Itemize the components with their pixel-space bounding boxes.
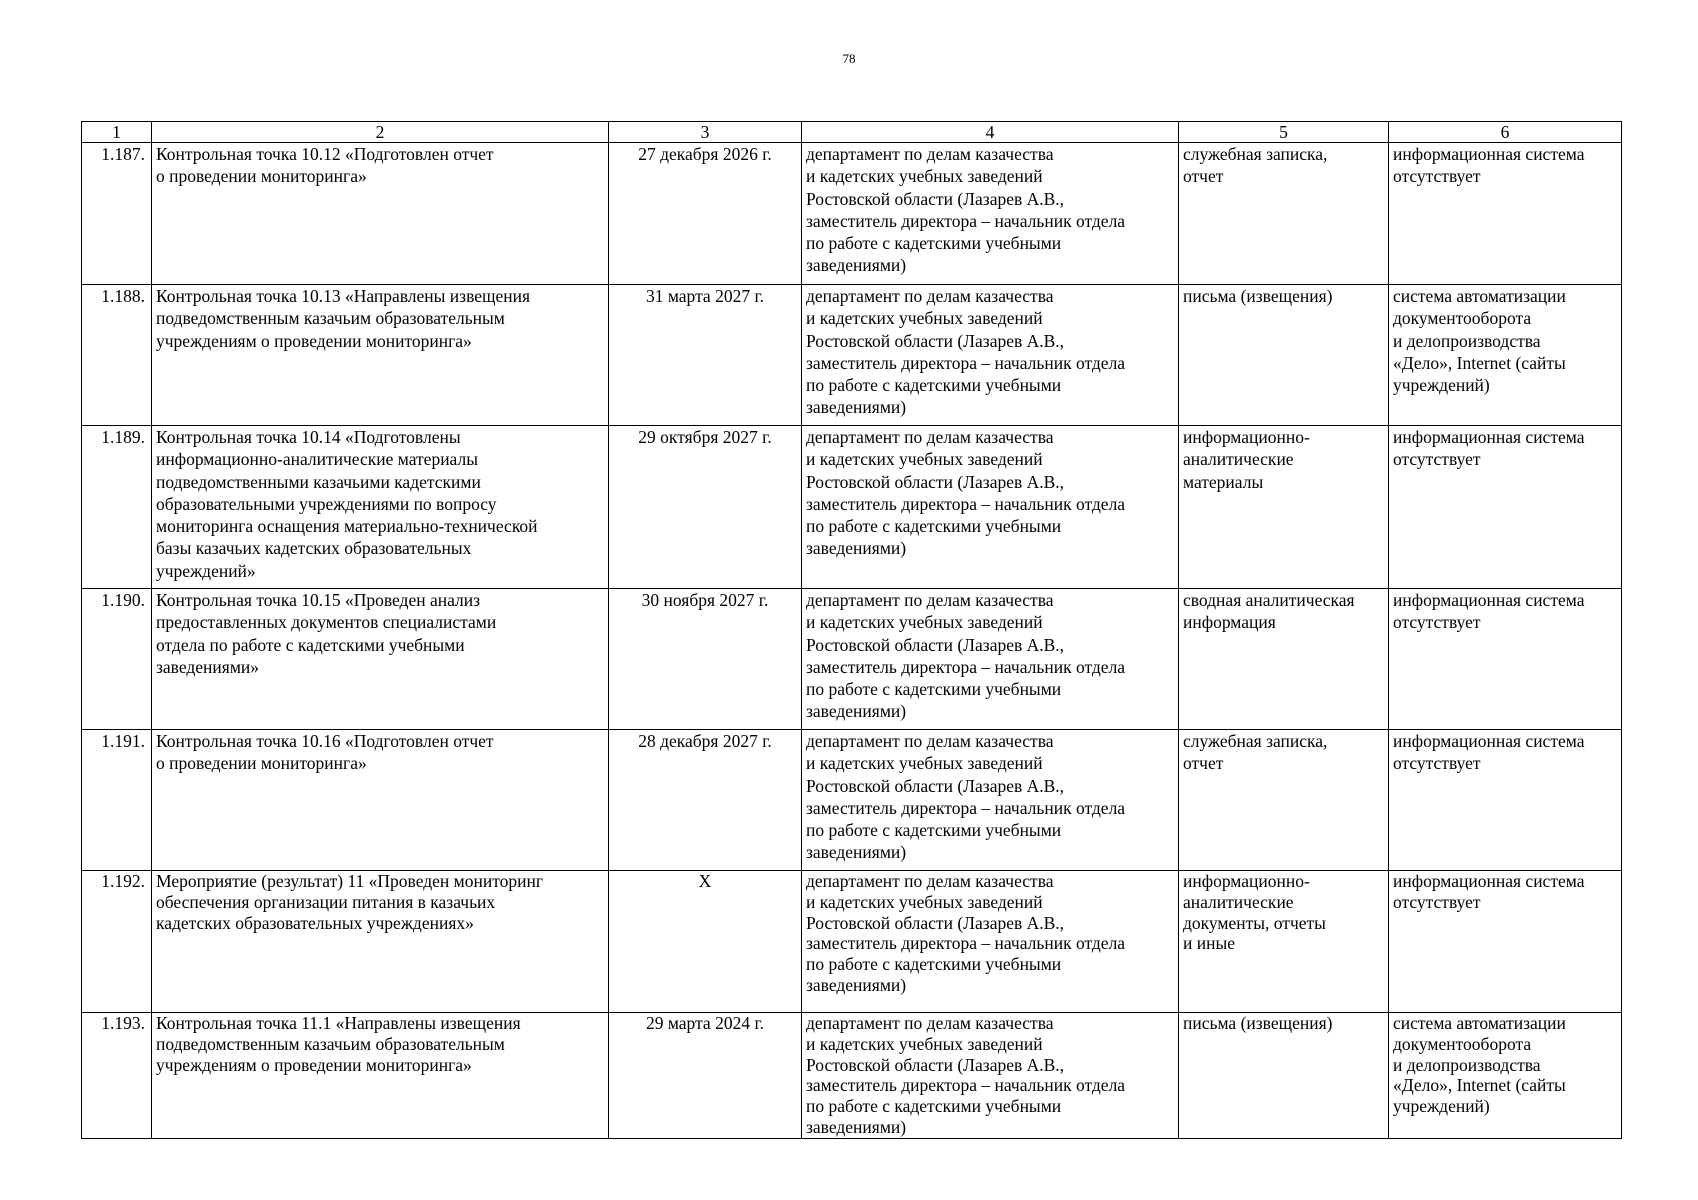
activity-name-cell: Контрольная точка 10.12 «Подготовлен отчет о проведении мониторинга» bbox=[152, 143, 609, 285]
table-row bbox=[82, 143, 1622, 285]
table-row bbox=[82, 285, 1622, 426]
deadline-cell: 29 марта 2024 г. bbox=[609, 1013, 802, 1139]
column-header: 2 bbox=[152, 122, 609, 143]
activity-name-cell: Контрольная точка 10.16 «Подготовлен отчет о проведении мониторинга» bbox=[152, 730, 609, 871]
table-row bbox=[82, 1013, 1622, 1139]
column-header: 1 bbox=[82, 122, 152, 143]
activity-name-cell: Мероприятие (результат) 11 «Проведен мониторинг обеспечения организации питания в казачьих кадетских образовательных учреждениях» bbox=[152, 871, 609, 1013]
deadline-cell: 27 декабря 2026 г. bbox=[609, 143, 802, 285]
document-type-cell: информационно- аналитические материалы bbox=[1179, 426, 1389, 589]
activity-name-cell: Контрольная точка 10.14 «Подготовлены информационно-аналитические материалы подведомственными казачьими кадетскими образовательными учреждениями по вопросу мониторинга оснащения материально-технической базы казачьих кадетских образовательных учреждений» bbox=[152, 426, 609, 589]
activity-name-cell: Контрольная точка 10.13 «Направлены извещения подведомственным казачьим образовательным учреждениям о проведении мониторинга» bbox=[152, 285, 609, 426]
responsible-cell: департамент по делам казачества и кадетских учебных заведений Ростовской области (Лазарев А.В., заместитель директора – начальник отдела по работе с кадетскими учебными заведениями) bbox=[802, 143, 1179, 285]
row-number-cell: 1.190. bbox=[82, 589, 152, 730]
responsible-cell: департамент по делам казачества и кадетских учебных заведений Ростовской области (Лазарев А.В., заместитель директора – начальник отдела по работе с кадетскими учебными заведениями) bbox=[802, 426, 1179, 589]
column-header: 4 bbox=[802, 122, 1179, 143]
row-number-cell: 1.187. bbox=[82, 143, 152, 285]
document-type-cell: служебная записка, отчет bbox=[1179, 730, 1389, 871]
responsible-cell: департамент по делам казачества и кадетских учебных заведений Ростовской области (Лазарев А.В., заместитель директора – начальник отдела по работе с кадетскими учебными заведениями) bbox=[802, 1013, 1179, 1139]
table-row bbox=[82, 871, 1622, 1013]
responsible-cell: департамент по делам казачества и кадетских учебных заведений Ростовской области (Лазарев А.В., заместитель директора – начальник отдела по работе с кадетскими учебными заведениями) bbox=[802, 589, 1179, 730]
responsible-cell: департамент по делам казачества и кадетских учебных заведений Ростовской области (Лазарев А.В., заместитель директора – начальник отдела по работе с кадетскими учебными заведениями) bbox=[802, 285, 1179, 426]
information-system-cell: система автоматизации документооборота и делопроизводства «Дело», Internet (сайты учреждений) bbox=[1389, 285, 1622, 426]
table-row bbox=[82, 730, 1622, 871]
deadline-cell: 30 ноября 2027 г. bbox=[609, 589, 802, 730]
activity-name-cell: Контрольная точка 10.15 «Проведен анализ предоставленных документов специалистами отдела по работе с кадетскими учебными заведениями» bbox=[152, 589, 609, 730]
deadline-cell: 29 октября 2027 г. bbox=[609, 426, 802, 589]
information-system-cell: система автоматизации документооборота и делопроизводства «Дело», Internet (сайты учреждений) bbox=[1389, 1013, 1622, 1139]
activity-name-cell: Контрольная точка 11.1 «Направлены извещения подведомственным казачьим образовательным учреждениям о проведении мониторинга» bbox=[152, 1013, 609, 1139]
table-row bbox=[82, 426, 1622, 589]
responsible-cell: департамент по делам казачества и кадетских учебных заведений Ростовской области (Лазарев А.В., заместитель директора – начальник отдела по работе с кадетскими учебными заведениями) bbox=[802, 730, 1179, 871]
deadline-cell: 31 марта 2027 г. bbox=[609, 285, 802, 426]
table-header-row bbox=[82, 122, 1622, 143]
row-number-cell: 1.189. bbox=[82, 426, 152, 589]
column-header: 5 bbox=[1179, 122, 1389, 143]
table-row bbox=[82, 589, 1622, 730]
information-system-cell: информационная система отсутствует bbox=[1389, 426, 1622, 589]
row-number-cell: 1.193. bbox=[82, 1013, 152, 1139]
deadline-cell: Х bbox=[609, 871, 802, 1013]
page-number: 78 bbox=[842, 51, 856, 66]
column-header: 3 bbox=[609, 122, 802, 143]
row-number-cell: 1.188. bbox=[82, 285, 152, 426]
information-system-cell: информационная система отсутствует bbox=[1389, 730, 1622, 871]
responsible-cell: департамент по делам казачества и кадетских учебных заведений Ростовской области (Лазарев А.В., заместитель директора – начальник отдела по работе с кадетскими учебными заведениями) bbox=[802, 871, 1179, 1013]
document-type-cell: письма (извещения) bbox=[1179, 1013, 1389, 1139]
row-number-cell: 1.192. bbox=[82, 871, 152, 1013]
document-type-cell: служебная записка, отчет bbox=[1179, 143, 1389, 285]
information-system-cell: информационная система отсутствует bbox=[1389, 589, 1622, 730]
document-type-cell: информационно- аналитические документы, отчеты и иные bbox=[1179, 871, 1389, 1013]
plan-table bbox=[81, 121, 1622, 1139]
row-number-cell: 1.191. bbox=[82, 730, 152, 871]
document-type-cell: письма (извещения) bbox=[1179, 285, 1389, 426]
column-header: 6 bbox=[1389, 122, 1622, 143]
document-type-cell: сводная аналитическая информация bbox=[1179, 589, 1389, 730]
information-system-cell: информационная система отсутствует bbox=[1389, 871, 1622, 1013]
information-system-cell: информационная система отсутствует bbox=[1389, 143, 1622, 285]
deadline-cell: 28 декабря 2027 г. bbox=[609, 730, 802, 871]
